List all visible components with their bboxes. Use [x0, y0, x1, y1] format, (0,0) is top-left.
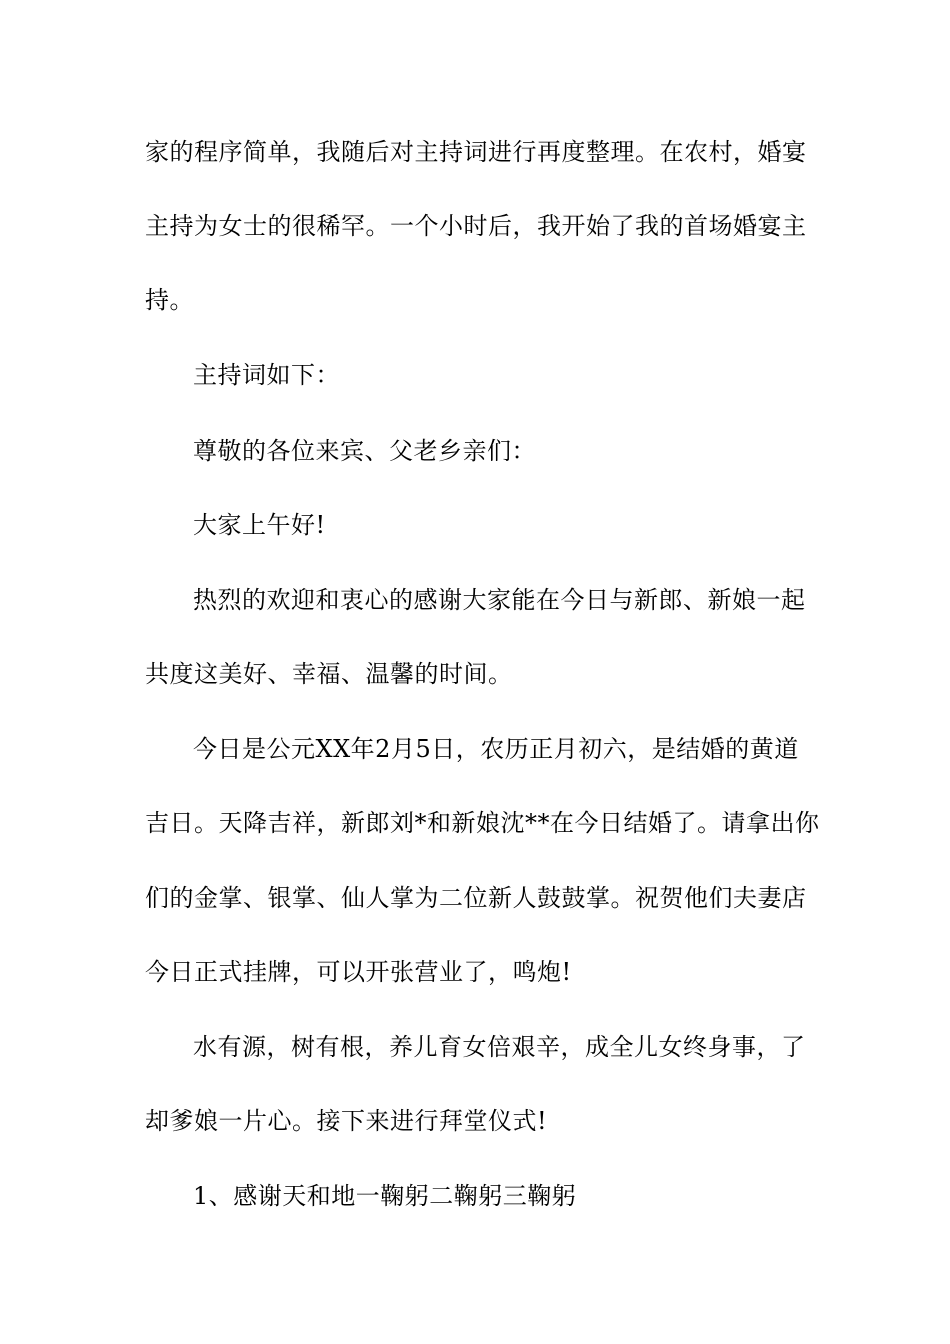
text-line: 热烈的欢迎和衷心的感谢大家能在今日与新郎、新娘一起 — [193, 586, 806, 614]
text-line: 主持为女士的很稀罕。一个小时后，我开始了我的首场婚宴主 — [145, 212, 807, 240]
text-line: 今日是公元XX年2月5日，农历正月初六，是结婚的黄道 — [193, 735, 799, 763]
text-line: 水有源，树有根，养儿育女倍艰辛，成全儿女终身事，了 — [193, 1033, 806, 1061]
text-line: 尊敬的各位来宾、父老乡亲们： — [193, 437, 536, 465]
text-line: 主持词如下： — [193, 361, 340, 389]
text-line: 大家上午好! — [193, 511, 326, 539]
text-line: 1、感谢天和地一鞠躬二鞠躬三鞠躬 — [193, 1182, 577, 1210]
text-line: 家的程序简单，我随后对主持词进行再度整理。在农村，婚宴 — [145, 138, 807, 166]
text-line: 们的金掌、银掌、仙人掌为二位新人鼓鼓掌。祝贺他们夫妻店 — [145, 884, 807, 912]
text-line: 共度这美好、幸福、温馨的时间。 — [145, 660, 513, 688]
text-line: 今日正式挂牌，可以开张营业了，鸣炮! — [145, 958, 572, 986]
text-line: 却爹娘一片心。接下来进行拜堂仪式! — [145, 1107, 548, 1135]
text-line: 持。 — [145, 286, 194, 314]
text-line: 吉日。天降吉祥，新郎刘*和新娘沈**在今日结婚了。请拿出你 — [145, 809, 820, 837]
